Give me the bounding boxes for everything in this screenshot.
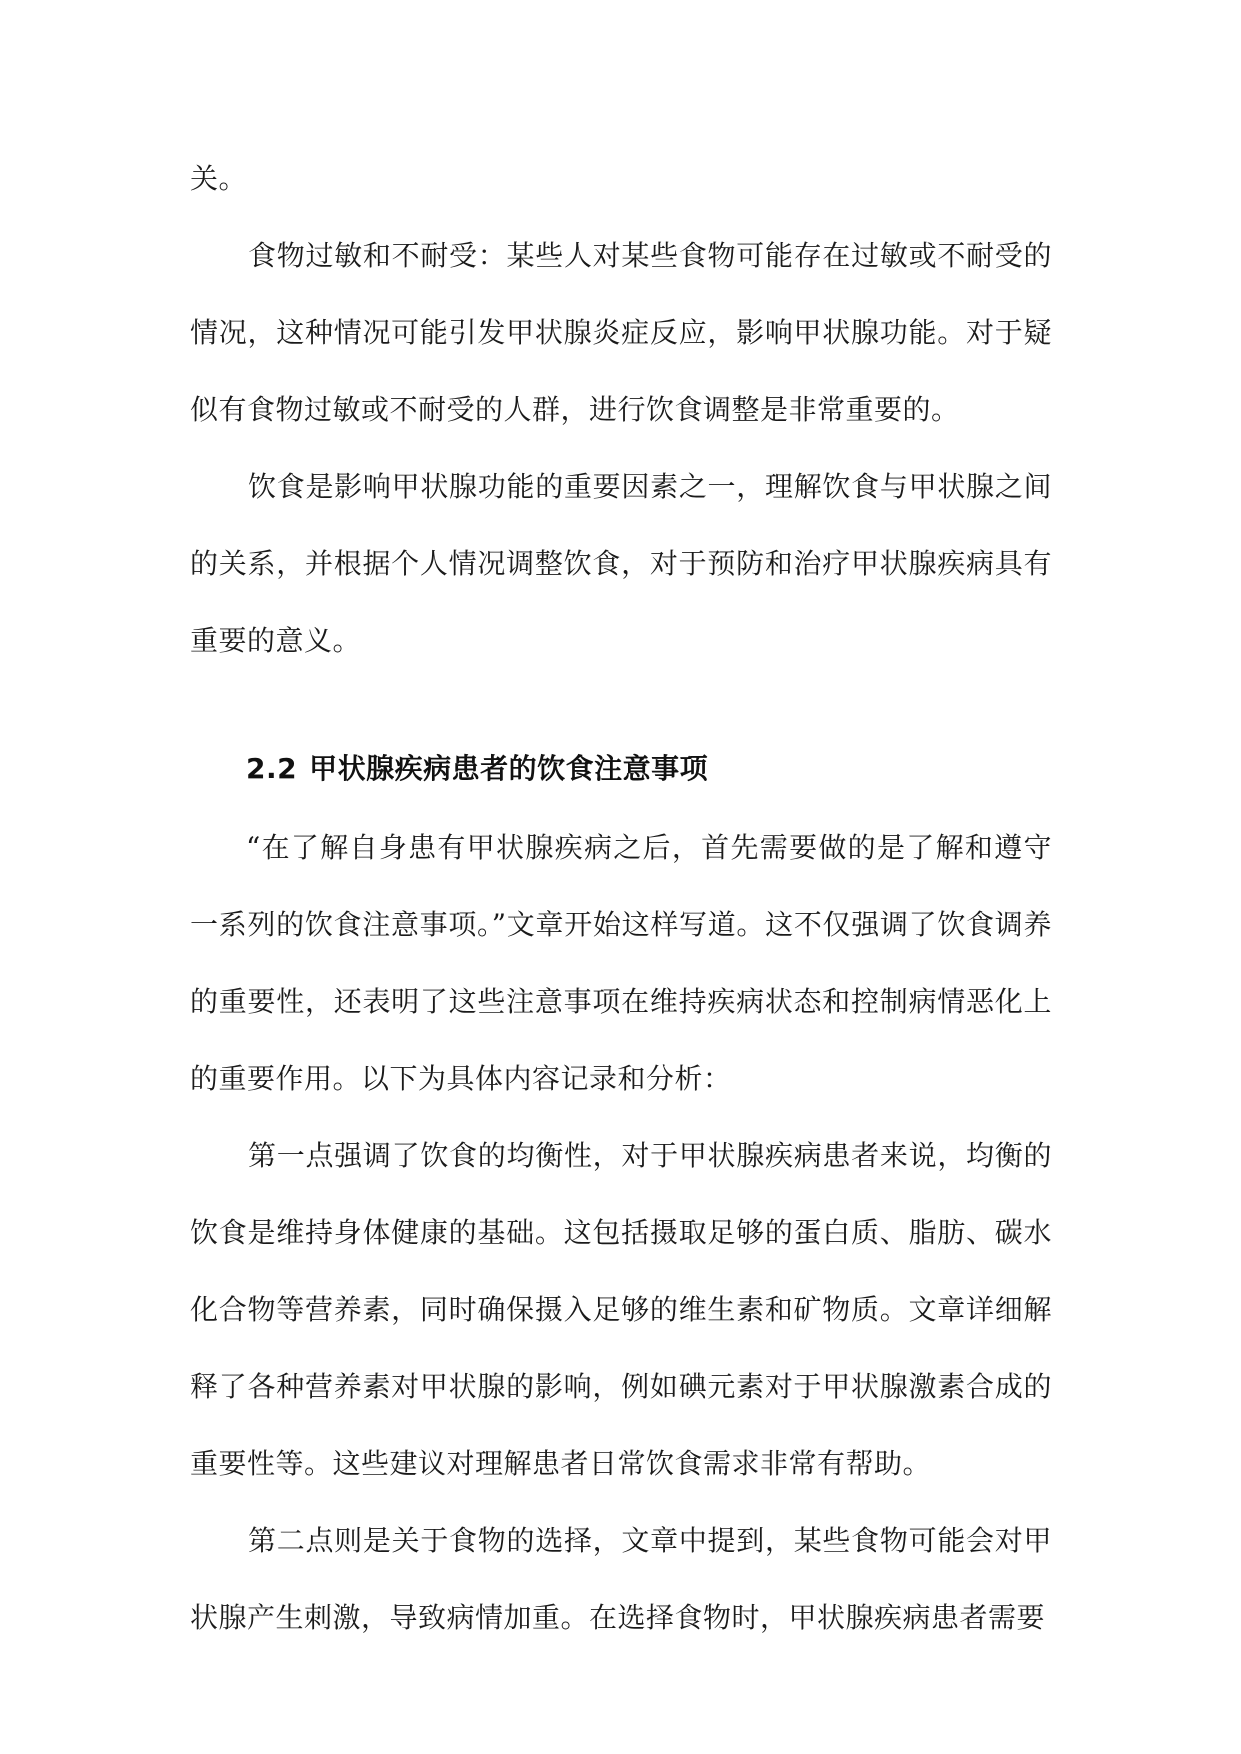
paragraph-point-one: 第一点强调了饮食的均衡性，对于甲状腺疾病患者来说，均衡的饮食是维持身体健康的基础。这包括摄取足够的蛋白质、脂肪、碳水化合物等营养素，同时确保摄入足够的维生素和矿物质。文章详细解释了各种营养素对甲状腺的影响，例如碘元素对于甲状腺激素合成的重要性等。这些建议对理解患者日常饮食需求非常有帮助。 bbox=[190, 1139, 1052, 1480]
paragraph-continuation: 关。 bbox=[190, 162, 248, 195]
paragraph-intro-quote: “在了解自身患有甲状腺疾病之后，首先需要做的是了解和遵守一系列的饮食注意事项。”文章开始这样写道。这不仅强调了饮食调养的重要性，还表明了这些注意事项在维持疾病状态和控制病情恶化上的重要作用。以下为具体内容记录和分析： bbox=[190, 831, 1052, 1095]
section-title: 甲状腺疾病患者的饮食注意事项 bbox=[309, 752, 709, 785]
paragraph-point-two: 第二点则是关于食物的选择，文章中提到，某些食物可能会对甲状腺产生刺激，导致病情加重。在选择食物时，甲状腺疾病患者需要 bbox=[190, 1524, 1052, 1634]
paragraph-food-allergy: 食物过敏和不耐受：某些人对某些食物可能存在过敏或不耐受的情况，这种情况可能引发甲状腺炎症反应，影响甲状腺功能。对于疑似有食物过敏或不耐受的人群，进行饮食调整是非常重要的。 bbox=[190, 239, 1052, 426]
paragraph-diet-importance: 饮食是影响甲状腺功能的重要因素之一，理解饮食与甲状腺之间的关系，并根据个人情况调整饮食，对于预防和治疗甲状腺疾病具有重要的意义。 bbox=[190, 470, 1052, 657]
section-heading bbox=[190, 729, 1052, 809]
section-number: 2.2 bbox=[246, 752, 298, 785]
document-body bbox=[190, 140, 1052, 1656]
